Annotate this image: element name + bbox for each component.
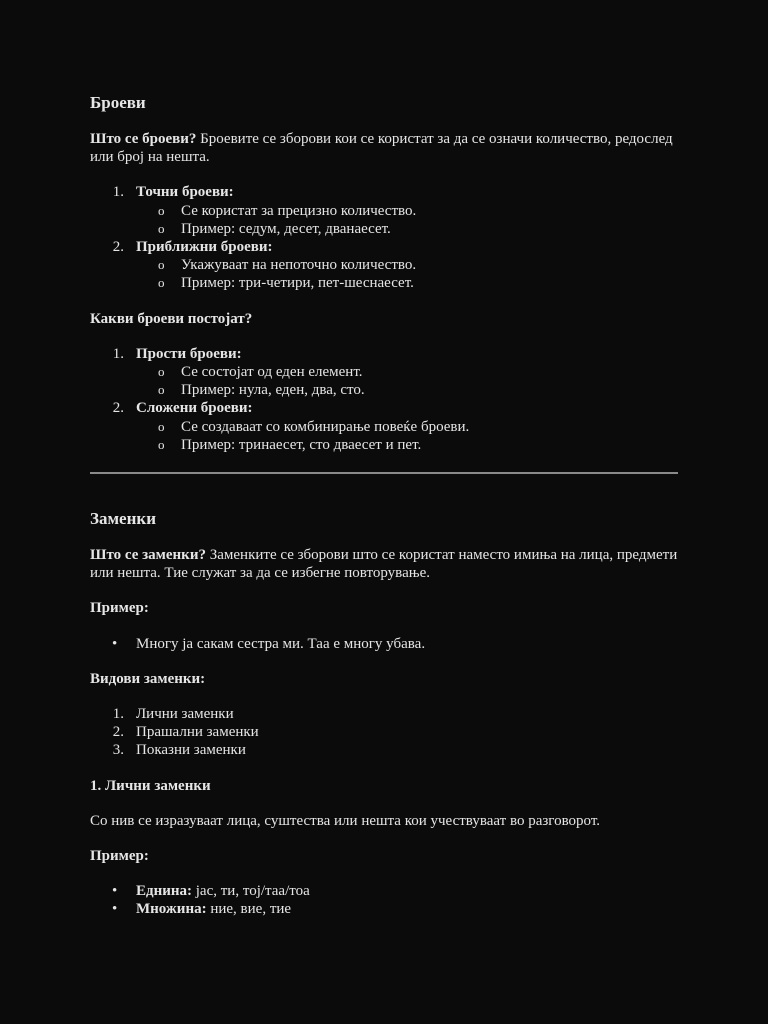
sub-list-item: [136, 220, 678, 238]
bullet-icon: •: [112, 883, 118, 900]
circle-bullet-icon: o: [158, 220, 165, 236]
sub-list: [136, 363, 678, 399]
pronouns-example-label: [90, 599, 678, 617]
pronouns-example-label-text: Пример:: [90, 600, 149, 617]
list-number: 2.: [112, 724, 124, 741]
list-item-title: Приближни броеви:: [136, 239, 273, 256]
list-item-text: ние, вие, тие: [206, 901, 292, 918]
personal-pronouns-text: Со нив се изразуваат лица, суштества или нешта кои учествуваат во разговорот.: [90, 812, 601, 829]
sub-list-text: Пример: тринаесет, сто дваесет и пет.: [181, 436, 422, 453]
sub-list-text: Се создаваат со комбинирање повеќе броеви.: [181, 418, 470, 435]
sub-list-item: [136, 381, 678, 399]
personal-example-label-text: Пример:: [90, 848, 149, 865]
sub-list: [136, 418, 678, 454]
list-item-title: Сложени броеви:: [136, 400, 253, 417]
list-item: [90, 723, 678, 741]
list-item: [90, 705, 678, 723]
sub-list-text: Се состојат од еден елемент.: [181, 364, 363, 381]
circle-bullet-icon: o: [158, 436, 165, 452]
numbers-intro-term: Што се броеви?: [90, 131, 197, 147]
pronouns-types-label-text: Видови заменки:: [90, 670, 206, 687]
list-item: [90, 741, 678, 759]
sub-list-text: Пример: три-четири, пет-шеснаесет.: [181, 275, 414, 292]
list-item-label: Множина:: [136, 901, 207, 918]
sub-list-item: [136, 202, 678, 220]
personal-pronouns-heading-text: 1. Лични заменки: [90, 777, 211, 794]
list-item: [90, 183, 678, 238]
list-number: 1.: [112, 706, 124, 723]
circle-bullet-icon: o: [158, 382, 165, 398]
list-item: [90, 345, 678, 400]
sub-list-item: [136, 274, 678, 292]
list-item: [90, 238, 678, 293]
list-item: [90, 399, 678, 454]
personal-pronouns-heading: [90, 777, 678, 795]
list-number: 2.: [112, 400, 124, 417]
list-item-title: Точни броеви:: [136, 184, 234, 201]
bullet-icon: •: [112, 901, 118, 918]
numbers-list-1: [90, 183, 678, 292]
pronouns-intro-text: Заменките се зборови што се користат наместо имиња на лица, предмети или нешта. Тие служат за да се избегне повторување.: [90, 547, 678, 582]
sub-list: [136, 256, 678, 292]
sub-list-item: [136, 363, 678, 381]
sub-list-item: [136, 256, 678, 274]
numbers-types-question-text: Какви броеви постојат?: [90, 310, 253, 327]
list-item: [90, 635, 678, 653]
list-item-text: Лични заменки: [136, 706, 234, 723]
list-item-title: Прости броеви:: [136, 345, 242, 362]
list-item: [90, 900, 678, 918]
list-item: [90, 882, 678, 900]
circle-bullet-icon: o: [158, 364, 165, 380]
pronouns-example-list: [90, 635, 678, 653]
sub-list-item: [136, 436, 678, 454]
circle-bullet-icon: o: [158, 418, 165, 434]
sub-list-text: Се користат за прецизно количество.: [181, 202, 417, 219]
personal-example-label: [90, 847, 678, 865]
bullet-icon: •: [112, 635, 118, 652]
numbers-list-2: [90, 345, 678, 454]
numbers-types-question: [90, 310, 678, 328]
list-item-text: Показни заменки: [136, 742, 246, 759]
numbers-intro: [90, 130, 678, 166]
list-item-label: Еднина:: [136, 883, 193, 900]
sub-list-item: [136, 418, 678, 436]
list-item-text: Прашални заменки: [136, 724, 259, 741]
list-item-text: Многу ја сакам сестра ми. Таа е многу убава.: [136, 635, 426, 652]
circle-bullet-icon: o: [158, 202, 165, 218]
sub-list-text: Пример: нула, еден, два, сто.: [181, 382, 365, 399]
list-number: 1.: [112, 184, 124, 201]
pronouns-types-list: [90, 705, 678, 760]
pronouns-types-label: [90, 670, 678, 688]
list-item-text: јас, ти, тој/таа/тоа: [192, 883, 310, 900]
list-number: 1.: [112, 345, 124, 362]
sub-list: [136, 202, 678, 238]
sub-list-text: Пример: седум, десет, дванаесет.: [181, 220, 391, 237]
pronouns-heading: Заменки: [90, 509, 156, 529]
numbers-heading: Броеви: [90, 93, 146, 112]
circle-bullet-icon: o: [158, 275, 165, 291]
sub-list-text: Укажуваат на непоточно количество.: [181, 257, 417, 274]
list-number: 3.: [112, 742, 124, 759]
pronouns-intro-term: Што се заменки?: [90, 547, 206, 564]
numbers-intro-text: Броевите се зборови кои се користат за да се означи количество, редослед или број на нешта.: [90, 131, 673, 166]
list-number: 2.: [112, 239, 124, 256]
pronouns-intro: [90, 546, 678, 582]
personal-examples-list: [90, 882, 678, 918]
circle-bullet-icon: o: [158, 257, 165, 273]
